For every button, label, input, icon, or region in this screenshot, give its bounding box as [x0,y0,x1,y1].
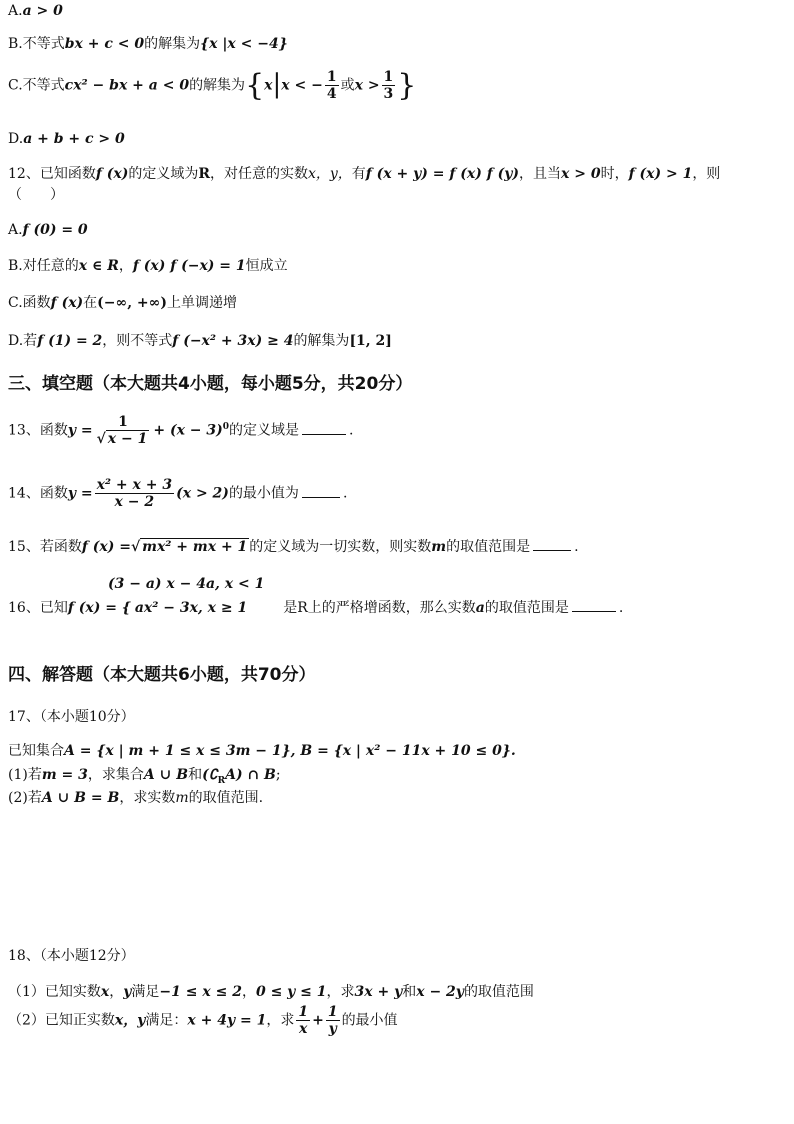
q15-radicand: mx² + mx + 1 [142,539,248,555]
q11-option-d: D.a + b + c > 0 [8,131,125,147]
q12-answer-paren: （ ） [8,187,64,203]
q16-answer-blank[interactable] [572,611,616,612]
fraction-one-third: $\frac{1}{3}$ [383,68,394,102]
q14-answer-blank[interactable] [302,497,340,498]
q11-option-a-math: a > 0 [22,3,63,19]
q15-answer-blank[interactable] [533,550,571,551]
q12-stem: 12、已知函数f (x)的定义域为R，对任意的实数x，y，有f (x + y) = f (x) f (y)，且当x > 0时，f (x) > 1，则 [8,166,721,182]
q11-option-c: C.不等式cx² − bx + a < 0的解集为{x|x < − $\frac{1}{4}$ 或x > $\frac{1}{3}$ } [8,68,417,103]
q16-piece-2: ax² − 3x, x ≥ 1 [134,600,248,616]
q12-option-a: A.f (0) = 0 [8,222,88,238]
q11-option-a: A.a > 0 [8,3,63,19]
q12-option-b: B.对任意的x ∈ R，f (x) f (−x) = 1恒成立 [8,258,288,274]
q17-part-2: (2)若A ∪ B = B，求实数m的取值范围. [8,790,264,806]
q12-option-c: C.函数f (x)在(−∞, +∞)上单调递增 [8,295,237,311]
q16: 16、已知f (x) = { ax² − 3x, x ≥ 1 是R上的严格增函数，那么实数a的取值范围是 . [8,600,624,616]
section-3-title: 三、填空题（本大题共4小题，每小题5分，共20分） [8,374,413,394]
q13-answer-blank[interactable] [302,434,346,435]
q17-stem: 已知集合A = {x | m + 1 ≤ x ≤ 3m − 1}, B = {x | x² − 11x + 10 ≤ 0}. [8,743,516,759]
q14-fraction: $\frac{\text{x² + x + 3}}{x - 2}$ [96,477,173,511]
q17-part-1: (1)若m = 3，求集合A ∪ B和$(∁_RA)$ ∩ B; [8,767,281,786]
q13: 13、函数y = $\frac{1}{√ x - 1}$ + $(x - 3)^0$的定义域是 . [8,414,354,448]
fraction-one-over-y: $\frac{1}{y}$ [327,1004,338,1038]
q18-part-2: （2）已知正实数x，y满足：x + 4y = 1，求 $\frac{1}{x}$ + $\frac{1}{y}$ 的最小值 [8,1004,398,1038]
fraction-one-quarter: $\frac{1}{4}$ [326,68,337,102]
q17-header: 17、（本小题10分） [8,709,135,725]
q11-option-b: B.不等式bx + c < 0的解集为{x |x < −4} [8,36,288,52]
q14: 14、函数y = $\frac{\text{x² + x + 3}}{x - 2}$ (x > 2)的最小值为 . [8,477,348,511]
q13-fraction: $\frac{1}{√ x - 1}$ [96,414,148,448]
q18-header: 18、（本小题12分） [8,948,135,964]
q18-part-1: （1）已知实数x，y满足−1 ≤ x ≤ 2，0 ≤ y ≤ 1，求3x + y和x − 2y的取值范围 [8,984,534,1000]
q12-option-d: D.若f (1) = 2，则不等式f (−x² + 3x) ≥ 4的解集为[1, 2] [8,333,392,349]
fraction-one-over-x: $\frac{1}{x}$ [298,1004,309,1038]
section-4-title: 四、解答题（本大题共6小题，共70分） [8,665,316,685]
q15: 15、若函数f (x) =√ mx² + mx + 1 的定义域为一切实数，则实数m的取值范围是 . [8,539,579,555]
q16-piece-1: (3 − a) x − 4a, x < 1 [108,576,265,592]
